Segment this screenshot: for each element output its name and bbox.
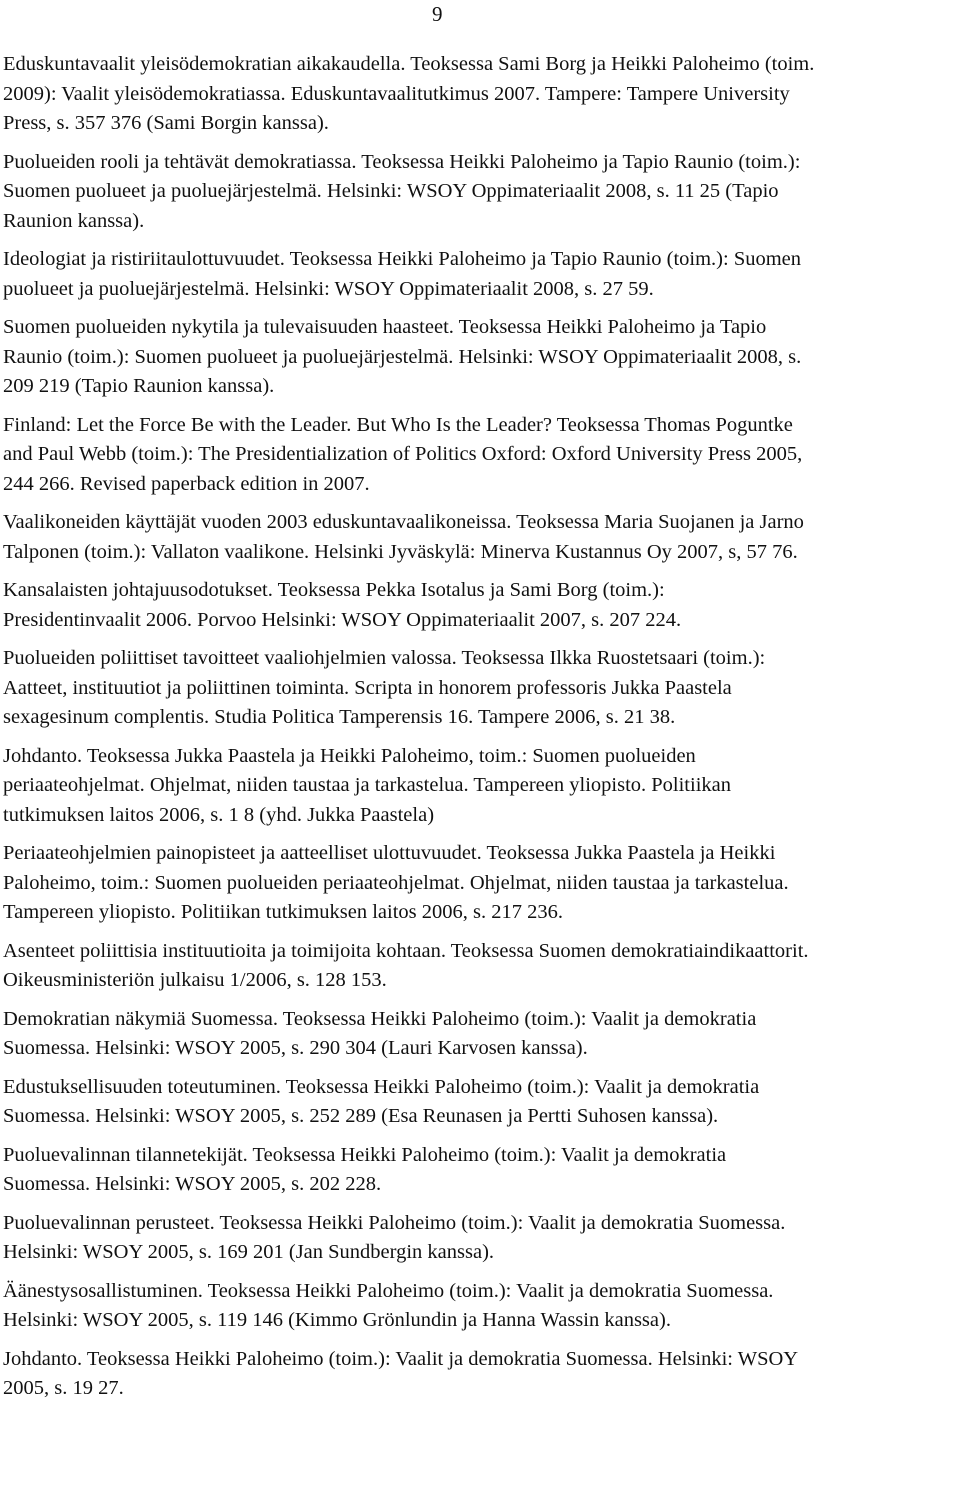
reference-line: Edustuksellisuuden toteutuminen. Teoksessa Heikki Paloheimo (toim.): Vaalit ja demokratia [3, 1075, 760, 1098]
reference-line: Äänestysosallistuminen. Teoksessa Heikki Paloheimo (toim.): Vaalit ja demokratia Suomessa. [3, 1279, 774, 1302]
reference-entry [3, 1141, 953, 1200]
reference-line: Puolueiden rooli ja tehtävät demokratiassa. Teoksessa Heikki Paloheimo ja Tapio Raunio (toim.): [3, 150, 801, 173]
reference-line: Periaateohjelmien painopisteet ja aatteelliset ulottuvuudet. Teoksessa Jukka Paastela ja Heikki [3, 842, 776, 864]
reference-line: Finland: Let the Force Be with the Leader. But Who Is the Leader? Teoksessa Thomas Poguntke [3, 413, 793, 436]
reference-entry [3, 576, 953, 635]
reference-entry [3, 245, 953, 304]
reference-entry [3, 1209, 953, 1268]
reference-line: Kansalaisten johtajuusodotukset. Teoksessa Pekka Isotalus ja Sami Borg (toim.): [3, 579, 665, 601]
reference-line: 2009): Vaalit yleisödemokratiassa. Eduskuntavaalitutkimus 2007. Tampere: Tampere University [3, 82, 790, 105]
reference-line: 2005, s. 19 27. [3, 1377, 124, 1399]
reference-line: tutkimuksen laitos 2006, s. 1 8 (yhd. Jukka Paastela) [3, 803, 435, 826]
reference-line: Puoluevalinnan perusteet. Teoksessa Heikki Paloheimo (toim.): Vaalit ja demokratia Suomessa. [3, 1211, 786, 1234]
reference-line: Paloheimo, toim.: Suomen puolueiden periaateohjelmat. Ohjelmat, niiden taustaa ja tarkastelua. [3, 871, 789, 894]
reference-line: Demokratian näkymiä Suomessa. Teoksessa Heikki Paloheimo (toim.): Vaalit ja demokratia [3, 1007, 757, 1030]
reference-entry [3, 937, 953, 996]
reference-line: Oikeusministeriön julkaisu 1/2006, s. 128 153. [3, 969, 387, 991]
reference-entry [3, 742, 953, 831]
reference-entry [3, 839, 953, 928]
reference-line: Puolueiden poliittiset tavoitteet vaaliohjelmien valossa. Teoksessa Ilkka Ruostetsaari (toim.): [3, 647, 766, 669]
reference-line: puolueet ja puoluejärjestelmä. Helsinki: WSOY Oppimateriaalit 2008, s. 27 59. [3, 277, 654, 300]
reference-line: Tampereen yliopisto. Politiikan tutkimuksen laitos 2006, s. 217 236. [3, 901, 563, 923]
reference-entry [3, 1277, 953, 1336]
reference-entry [3, 148, 953, 237]
reference-line: Vaalikoneiden käyttäjät vuoden 2003 eduskuntavaalikoneissa. Teoksessa Maria Suojanen ja Jarno [3, 511, 804, 533]
page-number: 9 [432, 2, 443, 26]
reference-line: Suomessa. Helsinki: WSOY 2005, s. 202 228. [3, 1173, 382, 1195]
reference-entry [3, 313, 953, 402]
reference-list [3, 50, 953, 1413]
reference-line: 209 219 (Tapio Raunion kanssa). [3, 375, 275, 397]
reference-line: Suomen puolueet ja puoluejärjestelmä. Helsinki: WSOY Oppimateriaalit 2008, s. 11 25 (Tapio [3, 180, 779, 202]
reference-line: Aatteet, instituutiot ja poliittinen toiminta. Scripta in honorem professoris Jukka Paastela [3, 676, 732, 699]
reference-line: 244 266. Revised paperback edition in 2007. [3, 472, 370, 495]
reference-line: Johdanto. Teoksessa Heikki Paloheimo (toim.): Vaalit ja demokratia Suomessa. Helsinki: WSOY [3, 1347, 799, 1370]
reference-line: periaateohjelmat. Ohjelmat, niiden taustaa ja tarkastelua. Tampereen yliopisto. Politiikan [3, 774, 731, 796]
reference-line: Talponen (toim.): Vallaton vaalikone. Helsinki Jyväskylä: Minerva Kustannus Oy 2007, s, 57 76. [3, 540, 798, 563]
reference-line: Raunion kanssa). [3, 209, 145, 232]
reference-line: Helsinki: WSOY 2005, s. 169 201 (Jan Sundbergin kanssa). [3, 1241, 495, 1263]
reference-entry [3, 1005, 953, 1064]
reference-line: Ideologiat ja ristiriitaulottuvuudet. Teoksessa Heikki Paloheimo ja Tapio Raunio (toim.): Suomen [3, 248, 802, 270]
reference-entry [3, 644, 953, 733]
reference-line: sexagesinum complentis. Studia Politica Tamperensis 16. Tampere 2006, s. 21 38. [3, 706, 676, 728]
reference-line: Suomessa. Helsinki: WSOY 2005, s. 290 304 (Lauri Karvosen kanssa). [3, 1037, 588, 1059]
reference-entry [3, 411, 953, 500]
reference-entry [3, 50, 953, 139]
reference-line: Press, s. 357 376 (Sami Borgin kanssa). [3, 112, 329, 134]
reference-line: Johdanto. Teoksessa Jukka Paastela ja Heikki Paloheimo, toim.: Suomen puolueiden [3, 744, 696, 767]
reference-line: and Paul Webb (toim.): The Presidentialization of Politics Oxford: Oxford University Press 2005, [3, 443, 803, 465]
reference-line: Presidentinvaalit 2006. Porvoo Helsinki: WSOY Oppimateriaalit 2007, s. 207 224. [3, 608, 682, 631]
reference-entry [3, 1345, 953, 1404]
reference-line: Suomessa. Helsinki: WSOY 2005, s. 252 289 (Esa Reunasen ja Pertti Suhosen kanssa). [3, 1105, 719, 1127]
reference-line: Helsinki: WSOY 2005, s. 119 146 (Kimmo Grönlundin ja Hanna Wassin kanssa). [3, 1309, 671, 1331]
reference-line: Raunio (toim.): Suomen puolueet ja puoluejärjestelmä. Helsinki: WSOY Oppimateriaalit 2008, s. [3, 345, 802, 368]
reference-line: Suomen puolueiden nykytila ja tulevaisuuden haasteet. Teoksessa Heikki Paloheimo ja Tapio [3, 316, 767, 338]
reference-line: Eduskuntavaalit yleisödemokratian aikakaudella. Teoksessa Sami Borg ja Heikki Paloheimo (toim. [3, 53, 815, 75]
reference-line: Asenteet poliittisia instituutioita ja toimijoita kohtaan. Teoksessa Suomen demokratiaindikaattorit. [3, 939, 809, 962]
reference-entry [3, 508, 953, 567]
reference-line: Puoluevalinnan tilannetekijät. Teoksessa Heikki Paloheimo (toim.): Vaalit ja demokratia [3, 1143, 727, 1166]
reference-entry [3, 1073, 953, 1132]
